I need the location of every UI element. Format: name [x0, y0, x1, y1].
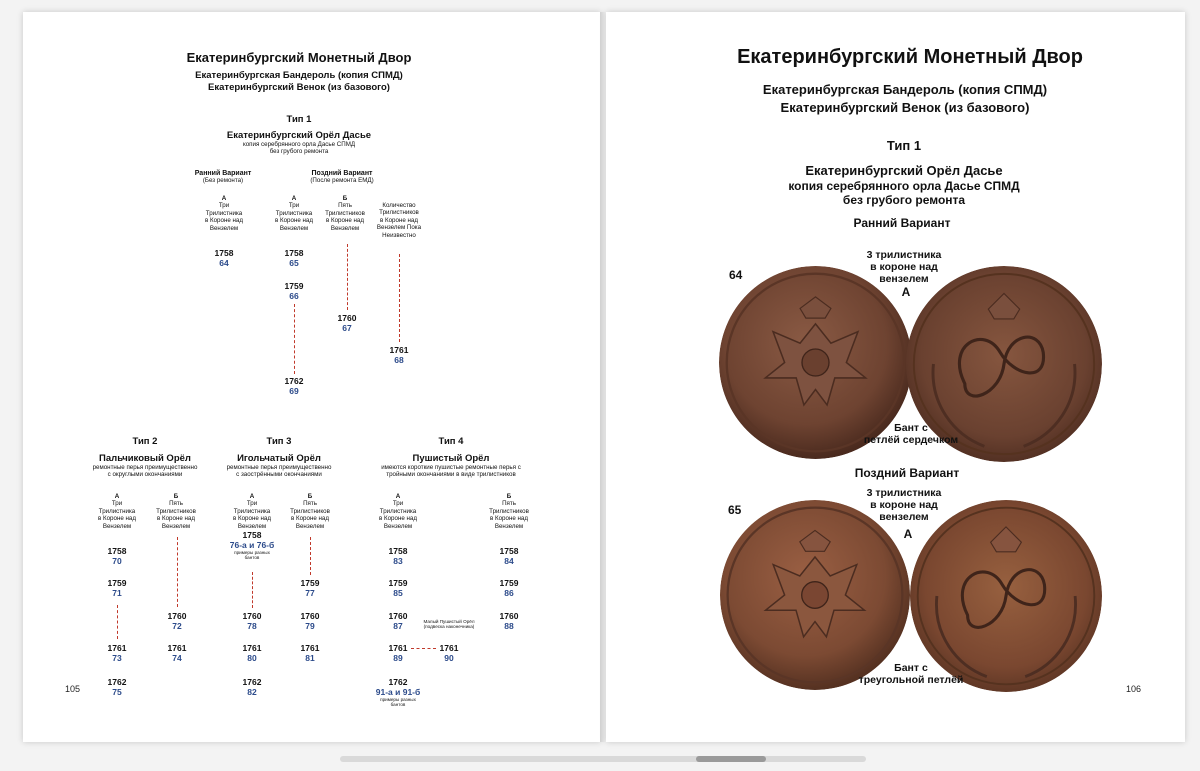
- coin-entry[interactable]: 1760 67: [337, 313, 357, 333]
- type1-col-b-late: Б Пять Трилистников в Короне над Вензелем: [325, 195, 365, 232]
- connector-line: [399, 254, 400, 342]
- connector-line: [347, 244, 348, 310]
- type3-col-b: Б Пять Трилистников в Короне над Вензелем: [290, 493, 330, 530]
- coin-entry[interactable]: 1759 71: [107, 578, 127, 598]
- early-variant-title: Ранний Вариант: [853, 216, 951, 230]
- type2-col-a: А Три Трилистника в Короне над Вензелем: [98, 493, 136, 530]
- connector-line: [252, 572, 253, 608]
- coin64-bottom-note: Бант с петлёй сердечком: [863, 422, 959, 446]
- coin-entry[interactable]: 1758 65: [284, 248, 304, 268]
- type2-name: Пальчиковый Орёл: [99, 453, 191, 464]
- coin-entry[interactable]: 1758 76-а и 76-б примеры разных бантов: [229, 530, 275, 560]
- coin-entry[interactable]: 1758 70: [107, 546, 127, 566]
- type1-col-a-late: А Три Трилистника в Короне над Вензелем: [275, 195, 313, 232]
- coin-entry[interactable]: 1758 64: [214, 248, 234, 268]
- coin-entry[interactable]: 1759 77: [300, 578, 320, 598]
- coin64-letter: А: [901, 285, 911, 299]
- type3-name: Игольчатый Орёл: [237, 453, 321, 464]
- subtitle-wreath: Екатеринбургский Венок (из базового): [208, 82, 390, 93]
- scrollbar-thumb[interactable]: [696, 756, 766, 762]
- type1-name: Екатеринбургский Орёл Дасье: [805, 163, 1003, 178]
- coin-entry[interactable]: 1761 81: [300, 643, 320, 663]
- coin-entry[interactable]: 1759 86: [499, 578, 519, 598]
- type2-label: Тип 2: [132, 436, 158, 447]
- coin65-letter: А: [903, 527, 913, 541]
- coin-entry[interactable]: 1758 84: [499, 546, 519, 566]
- connector-line: [177, 537, 178, 607]
- coin65-top-note: 3 трилистника в короне над вензелем: [866, 487, 942, 523]
- coin-entry[interactable]: 1761 80: [242, 643, 262, 663]
- coin-entry[interactable]: 1759 85: [388, 578, 408, 598]
- coin-entry[interactable]: 1760 87: [388, 611, 408, 631]
- coin-number: 65: [728, 503, 742, 517]
- coin-entry[interactable]: 1762 82: [242, 677, 262, 697]
- type1-label: Тип 1: [886, 138, 922, 153]
- page-title: Екатеринбургский Монетный Двор: [737, 46, 1083, 68]
- page-title: Екатеринбургский Монетный Двор: [186, 50, 412, 65]
- coin-entry[interactable]: 1762 69: [284, 376, 304, 396]
- type1-desc-line2: без грубого ремонта: [842, 193, 966, 207]
- left-page: [23, 12, 601, 742]
- type2-desc: ремонтные перья преимущественно с округлыми окончаниями: [92, 464, 198, 479]
- type1-desc: копия серебрянного орла Дасье СПМД без грубого ремонта: [242, 141, 356, 156]
- coin-entry[interactable]: 1761 89: [388, 643, 408, 663]
- type4-col-a: А Три Трилистника в Короне над Вензелем: [379, 493, 417, 530]
- coin-entry[interactable]: 1762 75: [107, 677, 127, 697]
- subtitle-banderol: Екатеринбургская Бандероль (копия СПМД): [195, 70, 403, 81]
- type2-col-b: Б Пять Трилистников в Короне над Вензелем: [156, 493, 196, 530]
- small-fluffy-eagle-label: Малый Пушистый Орёл (подвеска наконечника): [423, 619, 475, 629]
- horizontal-scrollbar[interactable]: [340, 756, 866, 762]
- connector-line: [310, 537, 311, 575]
- coin65-bottom-note: Бант с треугольной петлёй: [858, 662, 964, 686]
- type1-col-a-early: А Три Трилистника в Короне над Вензелем: [205, 195, 243, 232]
- type1-late-variant: Поздний Вариант (После ремонта ЕМД): [310, 170, 374, 185]
- subtitle-banderol: Екатеринбургская Бандероль (копия СПМД): [762, 82, 1048, 97]
- coin-entry[interactable]: 1760 79: [300, 611, 320, 631]
- coin-entry[interactable]: 1761 68: [389, 345, 409, 365]
- connector-line: [294, 304, 295, 374]
- page-number: 106: [1126, 684, 1142, 694]
- coin-entry[interactable]: 1761 73: [107, 643, 127, 663]
- type1-early-variant: Ранний Вариант (Без ремонта): [194, 170, 252, 185]
- coin-number: 64: [729, 268, 743, 282]
- late-variant-title: Поздний Вариант: [854, 466, 960, 480]
- coin-entry[interactable]: 1760 72: [167, 611, 187, 631]
- type3-col-a: А Три Трилистника в Короне над Вензелем: [233, 493, 271, 530]
- connector-line: [411, 648, 436, 649]
- type1-name: Екатеринбургский Орёл Дасье: [226, 130, 372, 141]
- right-page: [606, 12, 1185, 742]
- coin-entry[interactable]: 1761 90: [439, 643, 459, 663]
- type1-label: Тип 1: [286, 114, 312, 125]
- type3-desc: ремонтные перья преимущественно с заострёнными окончаниями: [226, 464, 332, 479]
- coin-entry[interactable]: 1759 66: [284, 281, 304, 301]
- connector-line: [117, 605, 118, 639]
- type4-label: Тип 4: [438, 436, 464, 447]
- type4-col-b: Б Пять Трилистников в Короне над Вензелем: [489, 493, 529, 530]
- type4-name: Пушистый Орёл: [412, 453, 490, 464]
- coin-entry[interactable]: 1762 91-а и 91-б примеры разных бантов: [375, 677, 421, 707]
- subtitle-wreath: Екатеринбургский Венок (из базового): [780, 100, 1030, 115]
- coin64-top-note: 3 трилистника в короне над вензелем: [866, 249, 942, 285]
- coin-entry[interactable]: 1761 74: [167, 643, 187, 663]
- type1-desc-line1: копия серебрянного орла Дасье СПМД: [788, 179, 1020, 193]
- type4-desc: имеются короткие пушистые ремонтные перья с тройными окончаниями в виде трилистников: [381, 464, 521, 479]
- page-number: 105: [65, 684, 81, 694]
- coin-entry[interactable]: 1758 83: [388, 546, 408, 566]
- coin-entry[interactable]: 1760 88: [499, 611, 519, 631]
- type3-label: Тип 3: [266, 436, 292, 447]
- type1-col-unknown: Количество Трилистников в Короне над Вензелем Пока Неизвестно: [376, 202, 422, 239]
- coin-entry[interactable]: 1760 78: [242, 611, 262, 631]
